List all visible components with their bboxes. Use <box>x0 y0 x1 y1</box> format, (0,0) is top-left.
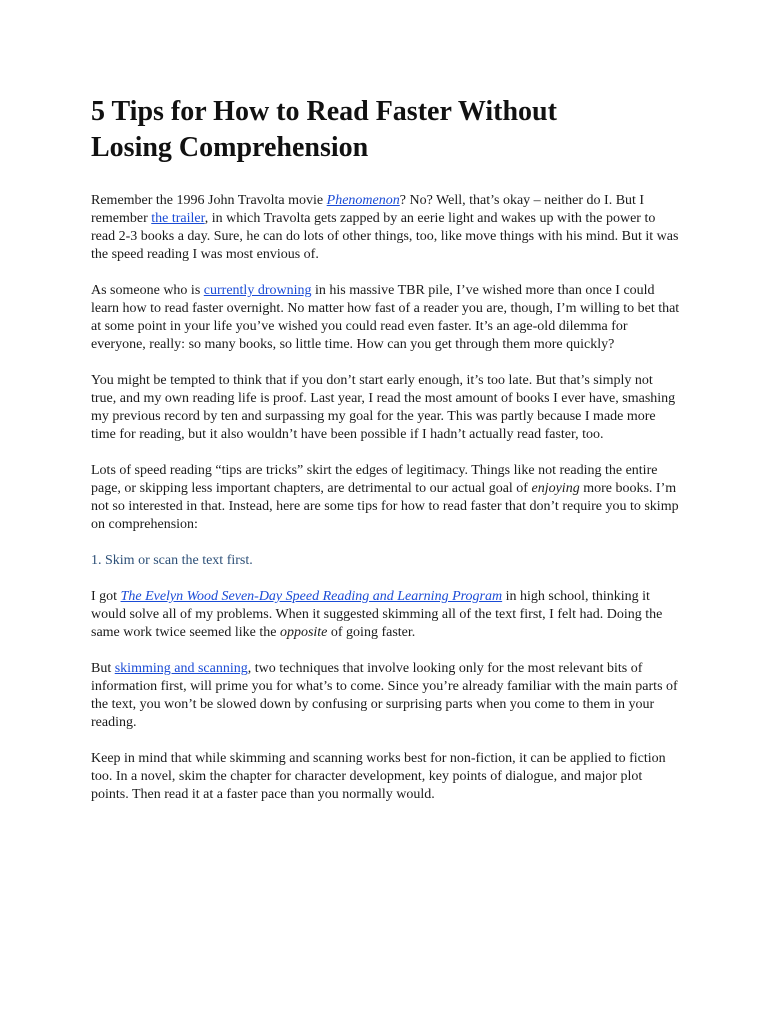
p1-text-3: , in which Travolta gets zapped by an eerie light and wakes up with the power to read 2-3 books a day. Sure, he can do lots of other things, too, like move things with his mind. But it was the speed reading I was most envious of. <box>91 211 679 262</box>
p6-text-1: But <box>91 661 115 676</box>
link-currently-drowning[interactable]: currently drowning <box>203 283 312 298</box>
paragraph-5 <box>91 588 681 642</box>
article-body <box>91 94 681 822</box>
p5-text-2: in high school, thinking it would solve all of my problems. When it suggested skimming all of the text first, I felt had. Doing the same work twice seemed like the <box>91 589 663 640</box>
p1-text-1: Remember the 1996 John Travolta movie <box>91 193 327 208</box>
p2-text-1: As someone who is <box>91 283 204 298</box>
p6-text-2: , two techniques that involve looking only for the most relevant bits of information first, will prime you for what’s to come. Since you’re already familiar with the main parts of the text, you won’t be slowed down by confusing or surprising parts when you come to them in your reading. <box>91 661 678 730</box>
p5-text-3: of going faster. <box>327 625 416 640</box>
link-skimming-and-scanning[interactable]: skimming and scanning <box>114 661 248 676</box>
link-phenomenon[interactable]: Phenomenon <box>326 193 400 208</box>
article-title <box>91 94 681 166</box>
p2-text-2: in his massive TBR pile, I’ve wished more than once I could learn how to read faster overnight. No matter how fast of a reader you are, though, I’m willing to bet that at some point in your life you’ve wished you could read even faster. It’s an age-old dilemma for everyone, really: so many books, so little time. How can you get through them more quickly? <box>91 283 680 352</box>
paragraph-4 <box>91 462 681 534</box>
title-line-1: 5 Tips for How to Read Faster Without <box>91 96 557 127</box>
paragraph-7: Keep in mind that while skimming and scanning works best for non-fiction, it can be applied to fiction too. In a novel, skim the chapter for character development, key points of dialogue, and major plot points. Then read it at a faster pace than you normally would. <box>91 751 666 802</box>
p5-emphasis: opposite <box>279 625 328 640</box>
link-evelyn-wood-program[interactable]: The Evelyn Wood Seven-Day Speed Reading and Learning Program <box>120 589 503 604</box>
p4-text-1: Lots of speed reading “tips are tricks” skirt the edges of legitimacy. Things like not reading the entire page, or skipping less important chapters, are detrimental to our actual goal of <box>91 463 658 496</box>
subheading-tip-1: 1. Skim or scan the text first. <box>91 553 253 568</box>
paragraph-1 <box>91 192 681 264</box>
p4-text-2: more books. I’m not so interested in that. Instead, here are some tips for how to read faster that don’t require you to skimp on comprehension: <box>91 481 679 532</box>
paragraph-2 <box>91 282 681 354</box>
p5-text-1: I got <box>91 589 121 604</box>
paragraph-6 <box>91 660 681 732</box>
paragraph-3: You might be tempted to think that if you don’t start early enough, it’s too late. But that’s simply not true, and my own reading life is proof. Last year, I read the most amount of books I ever have, smashing my previous record by ten and surpassing my goal for the year. This was partly because I made more time for reading, but it also wouldn’t have been possible if I hadn’t actually read faster, too. <box>91 373 676 442</box>
link-the-trailer[interactable]: the trailer <box>151 211 205 226</box>
p1-text-2: ? No? Well, that’s okay – neither do I. But I remember <box>91 193 645 226</box>
p4-emphasis: enjoying <box>531 481 580 496</box>
title-line-2: Losing Comprehension <box>91 132 369 163</box>
